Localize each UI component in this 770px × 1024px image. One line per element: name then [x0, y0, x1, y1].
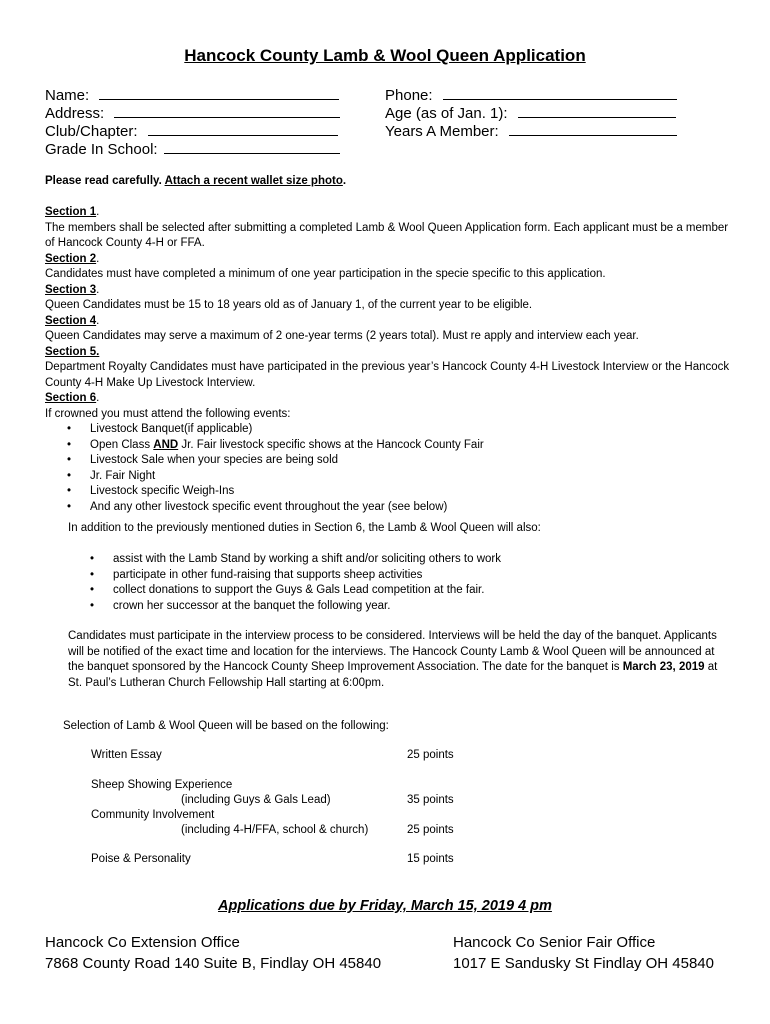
criterion-poise: Poise & Personality — [91, 853, 191, 865]
section-5-text: Department Royalty Candidates must have participated in the previous year’s Hancock County 4-H Livestock Interview or the Hancock County 4-H Make Up Livestock Interview. — [45, 361, 730, 389]
criterion-sheep-showing: Sheep Showing Experience — [91, 779, 233, 791]
event-text: Open Class — [90, 438, 154, 451]
list-item: • And any other livestock specific event throughout the year (see below) — [45, 500, 735, 516]
page-title: Hancock County Lamb & Wool Queen Application — [184, 46, 586, 65]
section-5-heading: Section 5. — [45, 345, 100, 358]
section-2-dot: . — [96, 252, 100, 265]
grade-label: Grade In School: — [45, 141, 158, 158]
years-member-field[interactable] — [385, 122, 677, 141]
section-1 — [45, 205, 735, 252]
criterion-written-essay: Written Essay — [91, 749, 162, 761]
phone-line[interactable] — [443, 86, 677, 100]
club-chapter-label: Club/Chapter: — [45, 123, 138, 140]
attach-photo-instruction: Attach a recent wallet size photo — [164, 175, 343, 187]
section-4-heading: Section 4 — [45, 314, 97, 327]
office-address: 7868 County Road 140 Suite B, Findlay OH 45840 — [45, 955, 382, 972]
section-3 — [45, 283, 735, 314]
name-label: Name: — [45, 87, 90, 104]
list-item: • crown her successor at the banquet the following year. — [45, 599, 735, 615]
duties-intro: In addition to the previously mentioned duties in Section 6, the Lamb & Wool Queen will also: — [68, 522, 541, 534]
office-name: Hancock Co Extension Office — [45, 934, 240, 951]
years-member-line[interactable] — [509, 122, 677, 136]
interview-paragraph — [68, 629, 728, 691]
section-6-dot: . — [96, 392, 100, 404]
duties-list — [45, 552, 735, 614]
list-item: • Jr. Fair Night — [45, 469, 735, 485]
list-item: • Livestock specific Weigh-Ins — [45, 484, 735, 500]
grade-field[interactable] — [45, 140, 340, 159]
list-item — [45, 438, 735, 454]
section-3-dot: . — [96, 283, 100, 296]
office-address: 1017 E Sandusky St Findlay OH 45840 — [453, 955, 714, 972]
duties-block — [45, 552, 735, 614]
notice-suffix: . — [342, 175, 347, 187]
section-2-text: Candidates must have completed a minimum of one year participation in the specie specific to this application. — [45, 268, 606, 280]
section-2-heading: Section 2 — [45, 252, 97, 265]
section-3-heading: Section 3 — [45, 283, 97, 296]
list-item: • collect donations to support the Guys & Gals Lead competition at the fair. — [45, 583, 735, 599]
required-events-list — [45, 422, 735, 515]
interview-text: Candidates must participate in the interview process to be considered. Interviews will be held the day of the banquet. Applicants will be notified of the exact time and location for the interviews. The Hancock County Lamb & Wool Queen will be announced at the banquet sponsored by the Hancock County Sheep Improvement Association. The date for the banquet is — [68, 630, 717, 673]
section-1-heading: Section 1 — [45, 206, 97, 218]
list-item: • participate in other fund-raising that supports sheep activities — [45, 568, 735, 584]
read-carefully-notice — [45, 175, 346, 187]
rules-sections — [45, 205, 735, 515]
name-field[interactable] — [45, 86, 339, 105]
phone-label: Phone: — [385, 87, 433, 104]
selection-intro: Selection of Lamb & Wool Queen will be based on the following: — [63, 720, 389, 732]
section-5 — [45, 345, 735, 392]
club-chapter-field[interactable] — [45, 122, 338, 141]
due-date-banner: Applications due by Friday, March 15, 2019 4 pm — [218, 898, 552, 914]
office-name: Hancock Co Senior Fair Office — [453, 934, 656, 951]
phone-field[interactable] — [385, 86, 677, 105]
section-6 — [45, 391, 735, 515]
age-label: Age (as of Jan. 1): — [385, 105, 508, 122]
event-emphasis: AND — [153, 438, 179, 451]
criterion-community: Community Involvement — [91, 809, 215, 821]
senior-fair-office — [453, 932, 714, 974]
extension-office — [45, 932, 381, 974]
criterion-points: 25 points — [407, 824, 454, 836]
event-text: Jr. Fair livestock specific shows at the Hancock County Fair — [178, 438, 484, 451]
list-item: • Livestock Banquet(if applicable) — [45, 422, 735, 438]
list-item: • assist with the Lamb Stand by working a shift and/or soliciting others to work — [45, 552, 735, 568]
club-chapter-line[interactable] — [148, 122, 338, 136]
grade-line[interactable] — [164, 140, 340, 154]
section-4-dot: . — [96, 314, 100, 327]
criterion-points: 35 points — [407, 794, 454, 806]
address-line[interactable] — [114, 104, 340, 118]
interview-text-end: at St. Paul’s Lutheran Church Fellowship Hall starting at 6:00pm. — [68, 661, 718, 689]
banquet-date: March 23, 2019 — [622, 661, 705, 673]
notice-prefix: Please read carefully. — [45, 175, 162, 187]
criterion-sub: (including 4-H/FFA, school & church) — [181, 824, 369, 836]
address-field[interactable] — [45, 104, 340, 123]
section-1-text: The members shall be selected after submitting a completed Lamb & Wool Queen Application form. Each applicant must be a member of Hancock County 4-H or FFA. — [45, 221, 729, 249]
section-4 — [45, 314, 735, 345]
section-6-text: If crowned you must attend the following events: — [45, 407, 291, 420]
section-2 — [45, 252, 735, 283]
section-4-text: Queen Candidates may serve a maximum of 2 one-year terms (2 years total). Must re apply and interview each year. — [45, 330, 639, 342]
address-label: Address: — [45, 105, 105, 122]
criterion-sub: (including Guys & Gals Lead) — [181, 794, 331, 806]
list-item: • Livestock Sale when your species are being sold — [45, 453, 735, 469]
criterion-points: 15 points — [407, 853, 454, 865]
section-3-text: Queen Candidates must be 15 to 18 years old as of January 1, of the current year to be eligible. — [45, 299, 533, 311]
years-member-label: Years A Member: — [385, 123, 499, 140]
age-line[interactable] — [518, 104, 676, 118]
section-1-dot: . — [96, 206, 100, 218]
age-field[interactable] — [385, 104, 676, 123]
section-6-heading: Section 6 — [45, 392, 97, 404]
criterion-points: 25 points — [407, 749, 454, 761]
name-line[interactable] — [99, 86, 339, 100]
